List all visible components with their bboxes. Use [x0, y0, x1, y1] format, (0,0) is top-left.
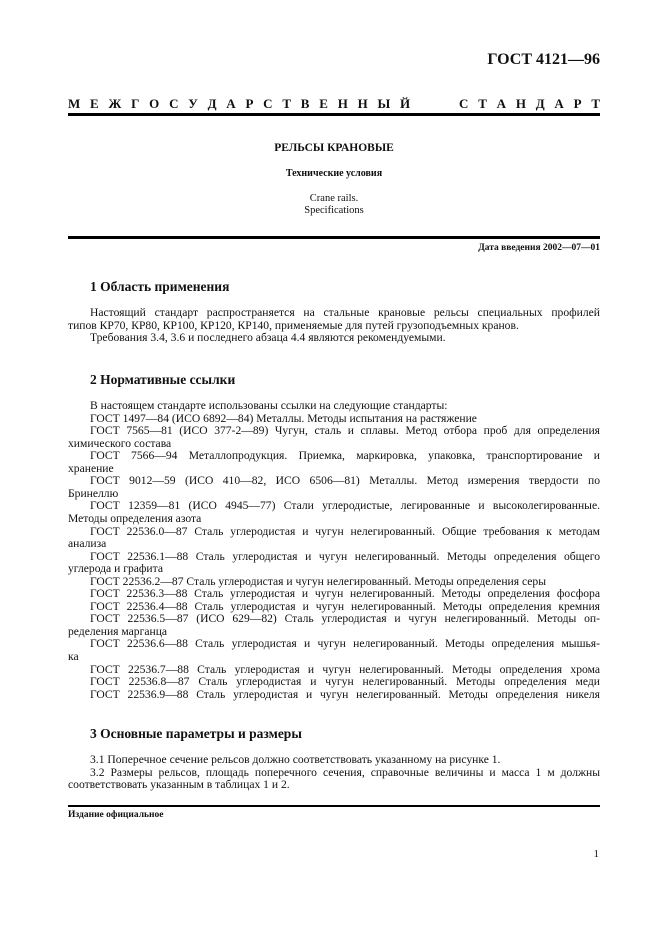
text-line: Бринеллю: [68, 486, 119, 500]
standard-banner: М Е Ж Г О С У Д А Р С Т В Е Н Н Ы Й С Т А Н Д А Р Т: [68, 96, 600, 111]
text-line: анализа: [68, 537, 107, 551]
text-line: ГОСТ 1497—84 (ИСО 6892—84) Металлы. Методы испытания на растяжение: [90, 411, 477, 425]
text-line: ГОСТ 7565—81 (ИСО 377-2—89) Чугун, сталь и сплавы. Метод отбора проб для определения: [90, 424, 600, 438]
page-number: 1: [593, 848, 599, 860]
text-line: ГОСТ 22536.4—88 Сталь углеродистая и чугун нелегированный. Методы определения кремния: [90, 599, 600, 613]
text-line: ГОСТ 22536.3—88 Сталь углеродистая и чугун нелегированный. Методы определения фосфора: [90, 587, 600, 601]
section-heading: 1 Область применения: [90, 279, 230, 294]
title-rule: [68, 236, 600, 239]
section-heading: 3 Основные параметры и размеры: [90, 726, 302, 741]
text-line: ГОСТ 7566—94 Металлопродукция. Приемка, маркировка, упаковка, транспортирование и: [90, 449, 600, 463]
text-line: хранение: [68, 461, 114, 475]
text-line: ГОСТ 22536.2—87 Сталь углеродистая и чугун нелегированный. Методы определения серы: [90, 574, 546, 588]
text-line: ГОСТ 22536.6—88 Сталь углеродистая и чугун нелегированный. Методы определения мышья-: [90, 637, 600, 651]
document-title: РЕЛЬСЫ КРАНОВЫЕ: [274, 142, 394, 154]
english-title-line2: Specifications: [304, 205, 364, 216]
section-heading: 2 Нормативные ссылки: [90, 372, 236, 387]
text-line: Методы определения азота: [68, 511, 202, 525]
top-rule: [68, 113, 600, 116]
text-line: 3.2 Размеры рельсов, площадь поперечного сечения, справочные величины и масса 1 м должны: [90, 765, 600, 779]
text-line: соответствовать указанным в таблицах 1 и 2.: [68, 778, 290, 792]
text-line: ГОСТ 22536.0—87 Сталь углеродистая и чугун нелегированный. Общие требования к методам: [90, 524, 600, 538]
text-line: ГОСТ 22536.1—88 Сталь углеродистая и чугун нелегированный. Методы определения общего: [90, 549, 600, 563]
text-line: ГОСТ 9012—59 (ИСО 410—82, ИСО 6506—81) Металлы. Метод измерения твердости по: [90, 474, 600, 488]
text-line: ка: [68, 650, 79, 663]
text-line: химического состава: [68, 436, 172, 450]
text-line: Требования 3.4, 3.6 и последнего абзаца 4.4 являются рекомендуемыми.: [90, 331, 446, 345]
text-line: ГОСТ 22536.8—87 Сталь углеродистая и чугун нелегированный. Методы определения меди: [90, 675, 600, 689]
text-line: Настоящий стандарт распространяется на стальные крановые рельсы специальных профилей: [90, 306, 600, 319]
text-line: типов КР70, КР80, КР100, КР120, КР140, применяемые для путей грузоподъемных кранов.: [68, 318, 519, 332]
text-line: 3.1 Поперечное сечение рельсов должно соответствовать указанному на рисунке 1.: [90, 753, 501, 766]
text-line: ГОСТ 22536.7—88 Сталь углеродистая и чугун нелегированный. Методы определения хрома: [90, 662, 600, 676]
text-line: ределения марганца: [68, 624, 168, 638]
text-line: ГОСТ 22536.9—88 Сталь углеродистая и чугун нелегированный. Методы определения никеля: [90, 687, 600, 701]
document-number: ГОСТ 4121—96: [487, 51, 600, 68]
text-line: В настоящем стандарте использованы ссылки на следующие стандарты:: [90, 399, 448, 412]
document-subtitle: Технические условия: [285, 168, 383, 179]
text-line: ГОСТ 12359—81 (ИСО 4945—77) Стали углеродистые, легированные и высоколегированные.: [90, 499, 600, 513]
text-line: углерода и графита: [68, 562, 163, 576]
footer-rule: [68, 805, 600, 807]
english-title-line1: Crane rails.: [309, 193, 359, 204]
text-line: ГОСТ 22536.5—87 (ИСО 629—82) Сталь углеродистая и чугун нелегированный. Методы оп-: [90, 612, 600, 626]
effective-date: Дата введения 2002—07—01: [478, 243, 600, 253]
official-edition-label: Издание официальное: [68, 810, 164, 820]
